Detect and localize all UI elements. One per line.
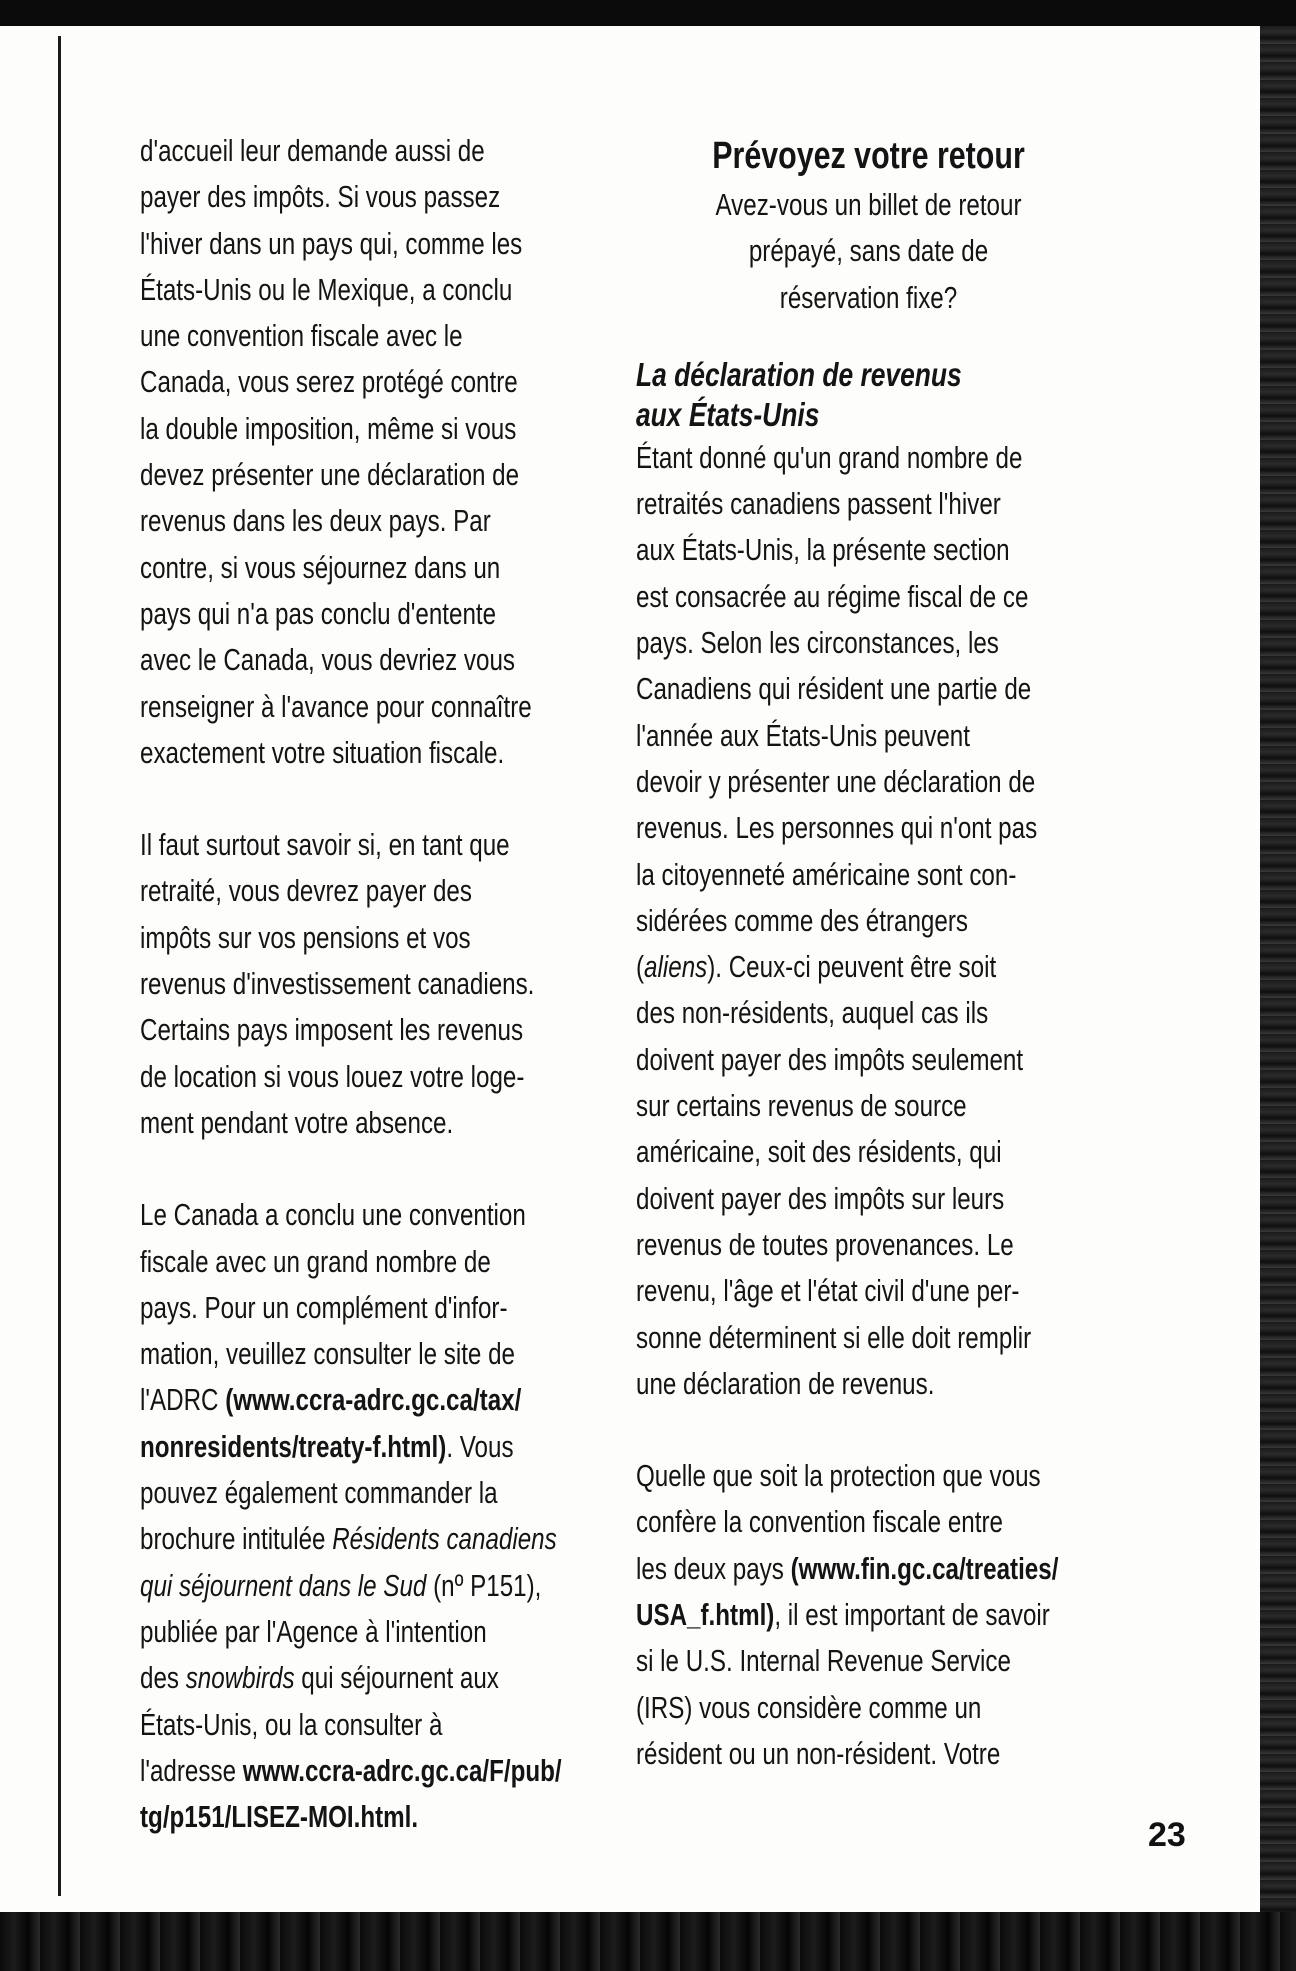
scan-top-edge	[0, 0, 1296, 26]
text-line: revenus de toutes provenances. Le	[636, 1226, 1014, 1262]
text-line: de location si vous louez votre loge-	[140, 1058, 525, 1094]
subheading-line: aux États-Unis	[636, 395, 820, 433]
section-heading: Prévoyez votre retour	[712, 135, 1025, 177]
treaty-url-link-continued[interactable]: nonresidents/treaty-f.html)	[140, 1428, 447, 1464]
text-line: (IRS) vous considère comme un	[636, 1689, 982, 1725]
text-run: des	[140, 1660, 186, 1696]
text-line: devez présenter une déclaration de	[140, 457, 520, 493]
text-line	[140, 1516, 557, 1562]
text-line: Canadiens qui résident une partie de	[636, 671, 1032, 707]
document-page	[0, 26, 1260, 1912]
question-line: Avez-vous un billet de retour	[715, 187, 1022, 222]
text-line: aux États-Unis, la présente section	[636, 532, 1010, 568]
text-line: devoir y présenter une déclaration de	[636, 763, 1036, 799]
left-paragraph-3	[140, 1192, 610, 1840]
paragraph-gap	[636, 321, 1101, 355]
text-line: Certains pays imposent les revenus	[140, 1012, 524, 1048]
text-run: . Vous	[446, 1428, 514, 1464]
brochure-title-continued: qui séjournent dans le Sud	[140, 1567, 427, 1603]
subsection-heading	[636, 355, 1101, 435]
aliens-term: aliens	[644, 949, 708, 985]
text-line: d'accueil leur demande aussi de	[140, 133, 485, 168]
text-line: revenu, l'âge et l'état civil d'une per-	[636, 1273, 1020, 1309]
snowbirds-term: snowbirds	[185, 1660, 295, 1696]
text-run: l'ADRC	[140, 1382, 226, 1418]
return-question	[636, 182, 1101, 321]
text-run: brochure intitulée	[140, 1521, 333, 1557]
text-line: publiée par l'Agence à l'intention	[140, 1613, 487, 1649]
treaties-url-link[interactable]: (www.fin.gc.ca/treaties/	[790, 1550, 1059, 1586]
text-line: mation, veuillez consulter le site de	[140, 1336, 515, 1372]
text-line: renseigner à l'avance pour connaître	[140, 688, 532, 724]
text-line	[140, 1655, 507, 1701]
text-line: si le U.S. Internal Revenue Service	[636, 1643, 1011, 1679]
text-run: ). Ceux-ci peuvent être soit	[707, 949, 997, 985]
text-line: résident ou un non-résident. Votre	[636, 1735, 1001, 1771]
binding-line	[58, 36, 61, 1896]
text-line: Canada, vous serez protégé contre	[140, 364, 518, 400]
scan-right-edge	[1260, 26, 1296, 1912]
paragraph-gap	[140, 776, 610, 822]
text-line: retraités canadiens passent l'hiver	[636, 486, 1001, 522]
text-line: revenus dans les deux pays. Par	[140, 503, 491, 539]
question-line: prépayé, sans date de	[748, 233, 989, 269]
text-line: Étant donné qu'un grand nombre de	[636, 439, 1023, 475]
right-paragraph-2	[636, 1453, 1101, 1777]
text-line: sonne déterminent si elle doit remplir	[636, 1319, 1032, 1355]
text-line: Quelle que soit la protection que vous	[636, 1458, 1041, 1494]
text-line: impôts sur vos pensions et vos	[140, 919, 471, 955]
text-line: États-Unis, ou la consulter à	[140, 1706, 443, 1742]
text-line: doivent payer des impôts seulement	[636, 1041, 1024, 1077]
text-line: sur certains revenus de source	[636, 1088, 967, 1124]
question-line: réservation fixe?	[779, 279, 958, 315]
paragraph-gap	[140, 1146, 610, 1192]
text-line: pays qui n'a pas conclu d'entente	[140, 595, 497, 631]
text-line: des non-résidents, auquel cas ils	[636, 995, 989, 1031]
text-run: (nº P151),	[426, 1567, 542, 1603]
text-line: pouvez également commander la	[140, 1475, 498, 1511]
text-line: américaine, soit des résidents, qui	[636, 1134, 1002, 1170]
text-line: exactement votre situation fiscale.	[140, 734, 505, 770]
text-line: ment pendant votre absence.	[140, 1104, 454, 1140]
text-line: l'hiver dans un pays qui, comme les	[140, 225, 523, 261]
text-line	[140, 1377, 522, 1423]
text-line: pays. Selon les circonstances, les	[636, 625, 999, 661]
text-line	[636, 1546, 1059, 1592]
subheading-line: La déclaration de revenus	[636, 355, 962, 393]
text-line: la citoyenneté américaine sont con-	[636, 856, 1017, 892]
text-line: avec le Canada, vous devriez vous	[140, 642, 516, 678]
text-line: la double imposition, même si vous	[140, 410, 517, 446]
text-line	[636, 944, 999, 990]
text-line	[636, 1592, 1050, 1638]
text-run: , il est important de savoir	[774, 1597, 1050, 1633]
text-line: Le Canada a conclu une convention	[140, 1197, 526, 1233]
treaty-url-link[interactable]: (www.ccra-adrc.gc.ca/tax/	[225, 1382, 522, 1418]
text-line	[140, 1424, 514, 1470]
text-line: payer des impôts. Si vous passez	[140, 179, 501, 215]
text-line: revenus. Les personnes qui n'ont pas	[636, 810, 1038, 846]
text-line: Il faut surtout savoir si, en tant que	[140, 827, 510, 863]
left-paragraph-2	[140, 822, 610, 1146]
text-line: retraité, vous devrez payer des	[140, 873, 472, 909]
right-paragraph-1	[636, 435, 1101, 1407]
left-column	[140, 128, 610, 1840]
text-line: pays. Pour un complément d'infor-	[140, 1289, 508, 1325]
brochure-title: Résidents canadiens	[332, 1521, 557, 1557]
text-line: l'année aux États-Unis peuvent	[636, 717, 970, 753]
page-number: 23	[1148, 1816, 1186, 1854]
brochure-url-link-continued[interactable]: tg/p151/LISEZ-MOI.html.	[140, 1799, 419, 1835]
text-line: une convention fiscale avec le	[140, 318, 463, 354]
text-line	[140, 1748, 562, 1794]
text-line: États-Unis ou le Mexique, a conclu	[140, 271, 513, 307]
text-line: revenus d'investissement canadiens.	[140, 966, 535, 1002]
treaties-url-link-continued[interactable]: USA_f.html)	[636, 1597, 775, 1633]
left-paragraph-1	[140, 128, 610, 776]
right-column	[636, 130, 1101, 1777]
text-line	[140, 1563, 542, 1609]
text-run: (	[636, 949, 645, 985]
paragraph-gap	[636, 1407, 1101, 1453]
text-line: fiscale avec un grand nombre de	[140, 1243, 491, 1279]
text-line: est consacrée au régime fiscal de ce	[636, 578, 1029, 614]
text-line: contre, si vous séjournez dans un	[140, 549, 501, 585]
text-line: une déclaration de revenus.	[636, 1365, 935, 1401]
text-run: qui séjournent aux	[294, 1660, 499, 1696]
text-line: sidérées comme des étrangers	[636, 902, 968, 938]
brochure-url-link[interactable]: www.ccra-adrc.gc.ca/F/pub/	[242, 1752, 562, 1788]
text-line: doivent payer des impôts sur leurs	[636, 1180, 1005, 1216]
text-run: les deux pays	[636, 1550, 791, 1586]
text-run: l'adresse	[140, 1752, 243, 1788]
scan-bottom-edge	[0, 1912, 1296, 1971]
text-line: confère la convention fiscale entre	[636, 1504, 1003, 1540]
